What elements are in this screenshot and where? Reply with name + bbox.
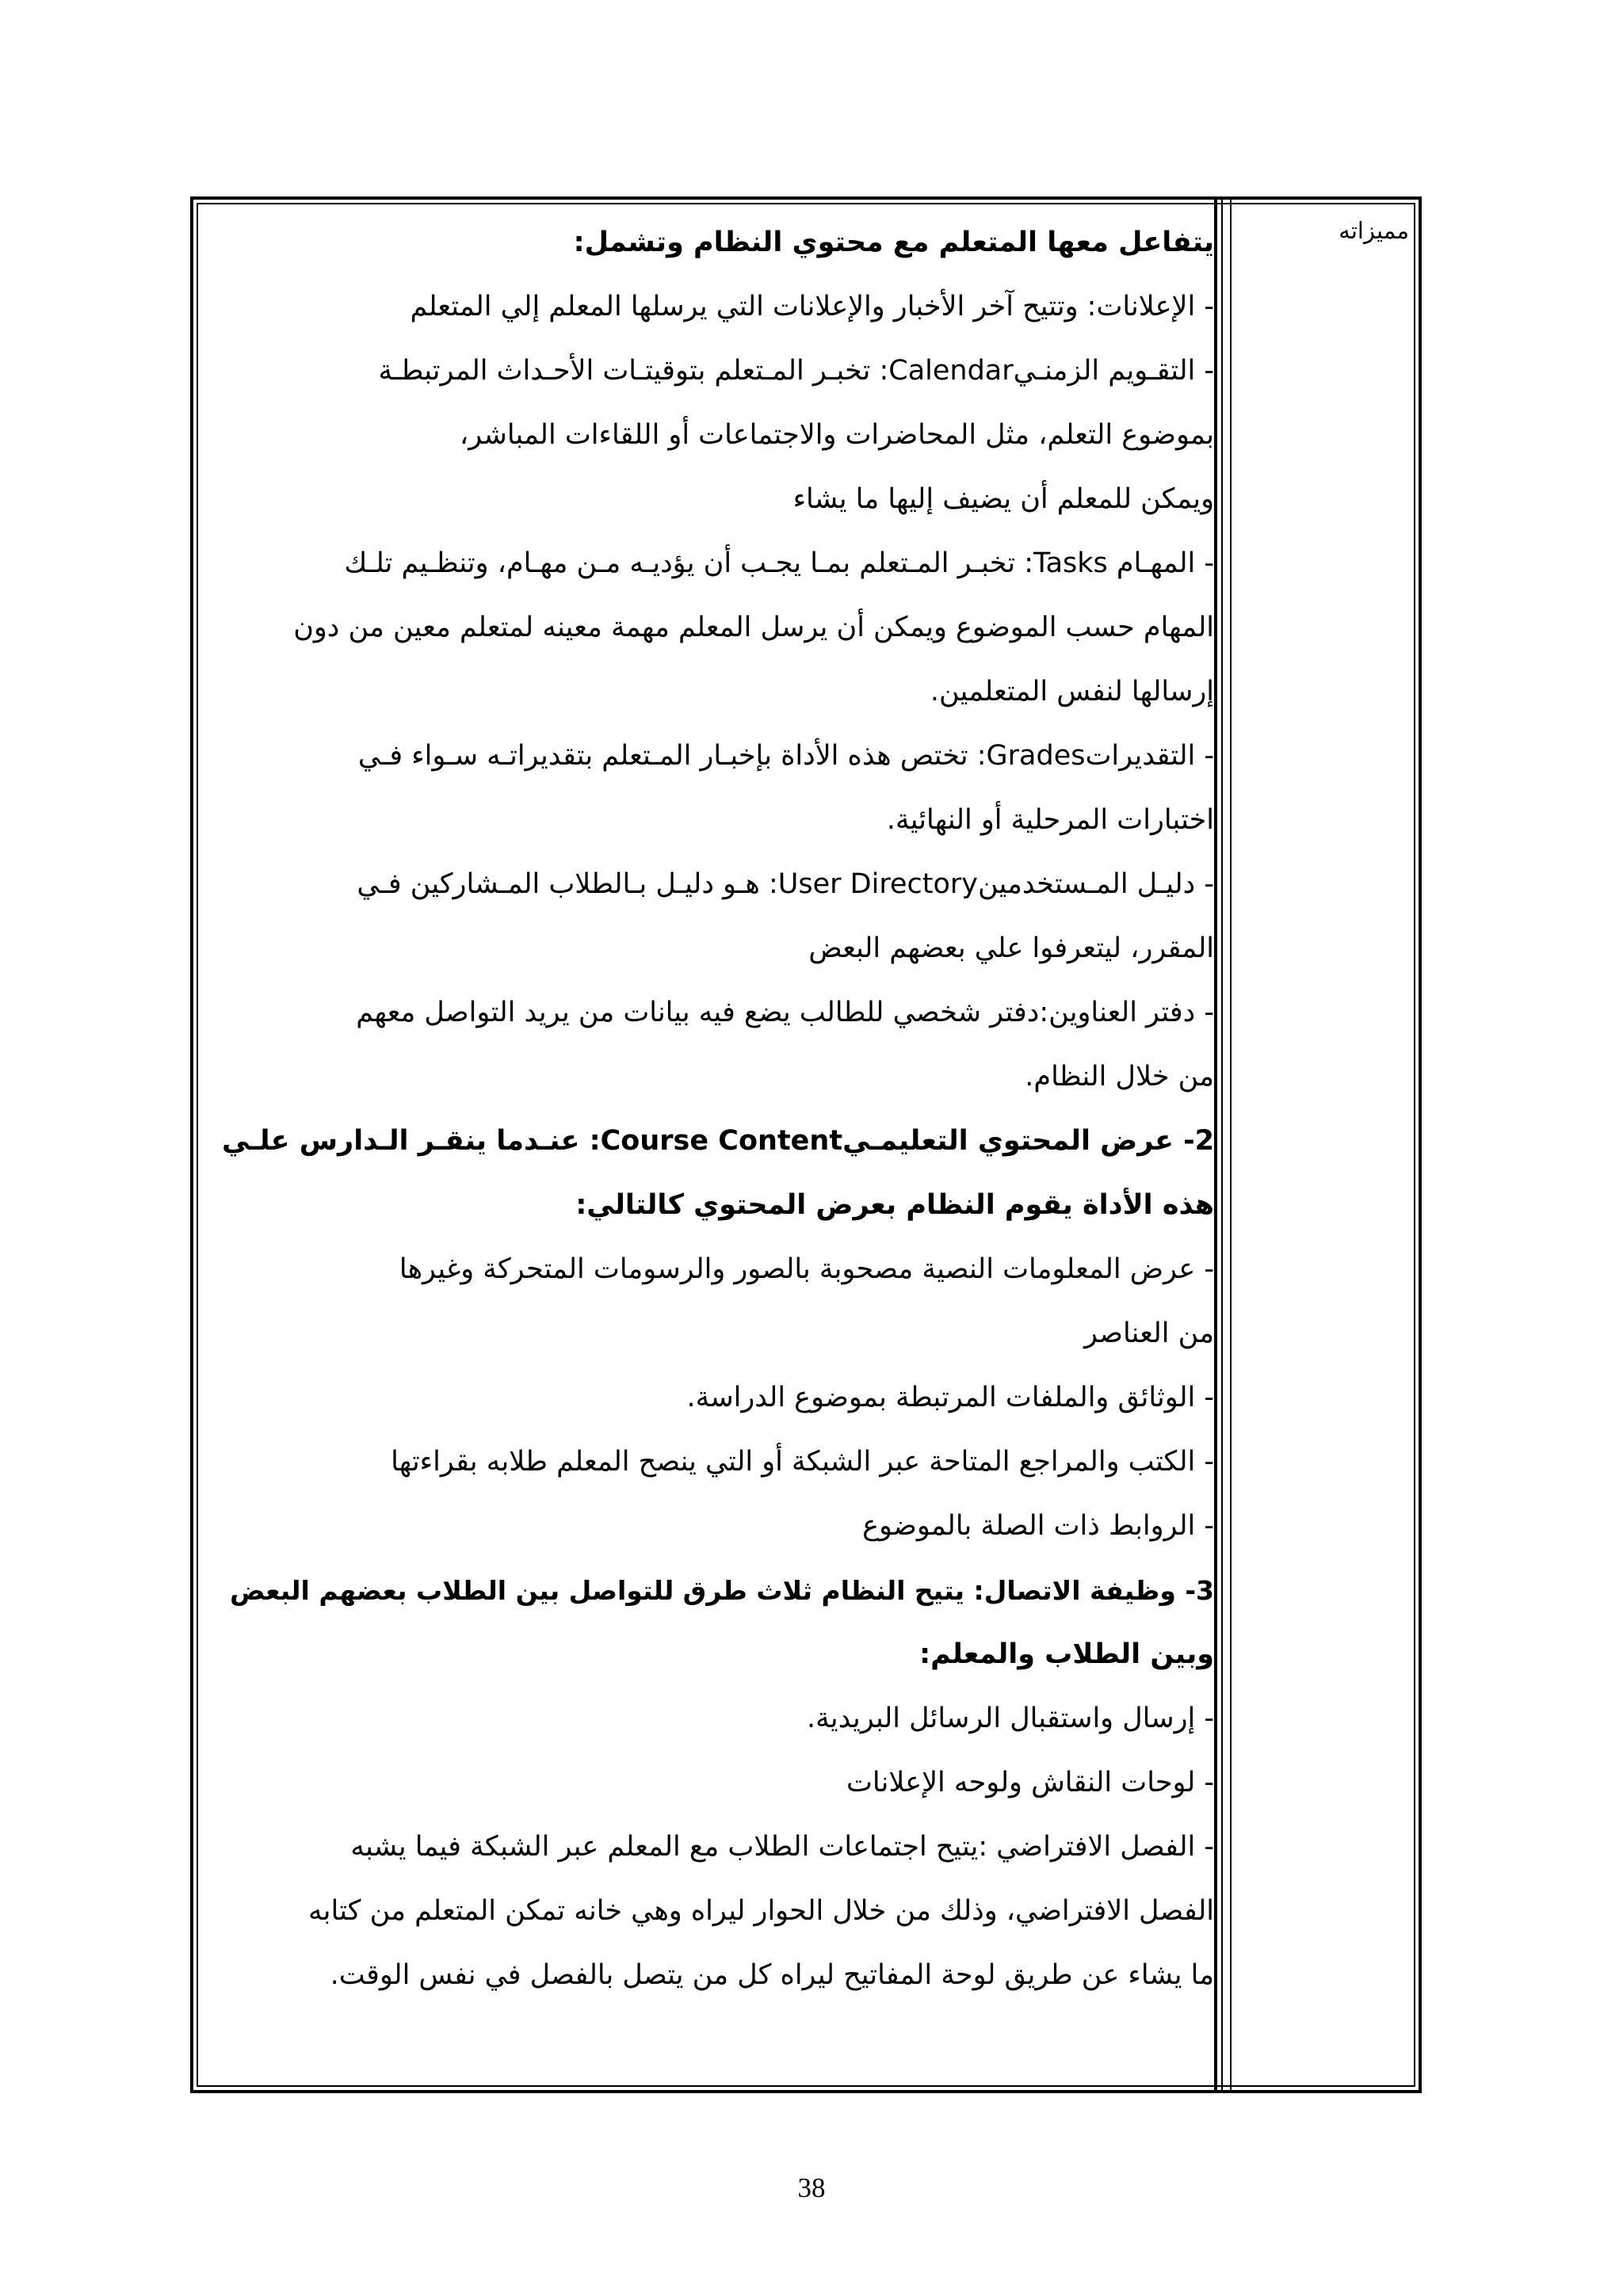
section-heading: 3- وظيفة الاتصال: يتيح النظام ثلاث طرق للتواصل بين الطلاب بعضهم البعض	[230, 1575, 1214, 1606]
text-line: - الوثائق والملفات المرتبطة بموضوع الدراسة.	[686, 1382, 1214, 1413]
text-line: المهام حسب الموضوع ويمكن أن يرسل المعلم مهمة معينه لمتعلم معين من دون	[293, 612, 1214, 643]
text-line: اختبارات المرحلية أو النهائية.	[886, 804, 1214, 836]
text-line: الفصل الافتراضي، وذلك من خلال الحوار ليراه وهي خانه تمكن المتعلم من كتابه	[308, 1895, 1214, 1927]
text-line: من العناصر	[1083, 1318, 1214, 1349]
text-line: من خلال النظام.	[1025, 1061, 1214, 1093]
page-number: 38	[797, 2172, 826, 2203]
text-line: المقرر، ليتعرفوا علي بعضهم البعض	[808, 933, 1214, 964]
text-line: - دليـل المـستخدمينUser Directory: هـو دليـل بـالطلاب المـشاركين فـي	[357, 868, 1214, 900]
text-line: - التقديراتGrades: تختص هذه الأداة بإخبـار المـتعلم بتقديراتـه سـواء فـي	[357, 740, 1214, 772]
text-line: - المهـام Tasks: تخبـر المـتعلم بمـا يجـب أن يؤديـه مـن مهـام، وتنظـيم تلـك	[344, 547, 1214, 579]
features-label: مميزاته	[1338, 217, 1409, 244]
text-line: - إرسال واستقبال الرسائل البريدية.	[807, 1703, 1214, 1734]
section-heading: وبين الطلاب والمعلم:	[919, 1638, 1214, 1670]
text-line: - دفتر العناوين:دفتر شخصي للطالب يضع فيه بيانات من يريد التواصل معهم	[356, 997, 1214, 1028]
column-divider-inner	[1221, 200, 1223, 2090]
text-line: ما يشاء عن طريق لوحة المفاتيح ليراه كل من يتصل بالفصل في نفس الوقت.	[330, 1959, 1214, 1991]
table-text-column	[208, 211, 1214, 2008]
section-heading: هذه الأداة يقوم النظام بعرض المحتوي كالتالي:	[575, 1189, 1214, 1221]
section-heading: 2- عرض المحتوي التعليمـيCourse Content: عنـدما ينقـر الـدارس علـي	[222, 1125, 1214, 1157]
text-line: - لوحات النقاش ولوحه الإعلانات	[846, 1767, 1214, 1798]
text-line: إرسالها لنفس المتعلمين.	[930, 676, 1214, 707]
content-table	[190, 196, 1422, 2093]
text-line: - التقـويم الزمنـيCalendar: تخبـر المـتعلم بتوقيتـات الأحـداث المرتبطـة	[378, 355, 1214, 387]
text-line: - عرض المعلومات النصية مصحوبة بالصور والرسومات المتحركة وغيرها	[399, 1253, 1214, 1285]
text-line: يتفاعل معها المتعلم مع محتوي النظام وتشمل:	[573, 227, 1214, 258]
column-divider	[1214, 200, 1217, 2090]
text-line: ويمكن للمعلم أن يضيف إليها ما يشاء	[792, 483, 1214, 515]
column-divider-inner-2	[1230, 200, 1232, 2090]
text-line: - الفصل الافتراضي :يتيح اجتماعات الطلاب مع المعلم عبر الشبكة فيما يشبه	[350, 1831, 1214, 1863]
text-line: - الروابط ذات الصلة بالموضوع	[862, 1510, 1214, 1542]
text-line: - الإعلانات: وتتيح آخر الأخبار والإعلانات التي يرسلها المعلم إلي المتعلم	[410, 291, 1214, 322]
text-line: بموضوع التعلم، مثل المحاضرات والاجتماعات أو اللقاءات المباشر،	[459, 419, 1214, 451]
text-line: - الكتب والمراجع المتاحة عبر الشبكة أو التي ينصح المعلم طلابه بقراءتها	[391, 1446, 1214, 1478]
